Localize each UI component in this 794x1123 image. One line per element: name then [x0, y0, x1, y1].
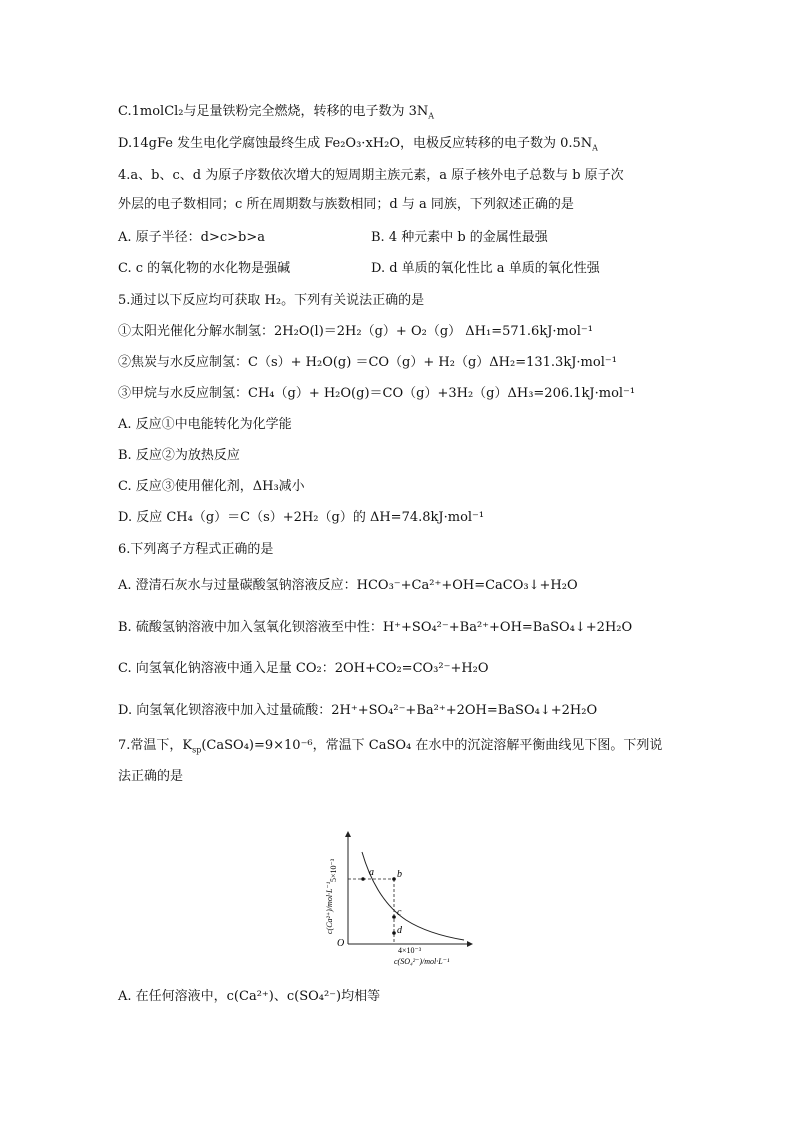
- q6-option-a: A. 澄清石灰水与过量碳酸氢钠溶液反应：HCO₃⁻+Ca²⁺+OH=CaCO₃↓+H₂O: [118, 578, 578, 593]
- q5-reaction-2: ②焦炭与水反应制氢：C（s）+ H₂O(g) ＝CO（g）+ H₂（g）ΔH₂=131.3kJ·mol⁻¹: [118, 355, 617, 370]
- q3-option-c-sub: A: [428, 111, 435, 121]
- q3-option-d-text: D.14gFe 发生电化学腐蚀最终生成 Fe₂O₃·xH₂O，电极反应转移的电子数为 0.5N: [118, 136, 593, 151]
- origin-label: O: [337, 938, 345, 949]
- q7-stem-ksp-sub: sp: [192, 745, 202, 755]
- label-b: b: [397, 869, 402, 880]
- solubility-curve-graph: [318, 822, 478, 972]
- q7-stem-line1: [118, 737, 662, 755]
- q4-option-b: B. 4 种元素中 b 的金属性最强: [371, 230, 548, 245]
- q7-stem-ksp: 7.常温下，K: [118, 738, 193, 753]
- q7-stem-rest: (CaSO₄)=9×10⁻⁶，常温下 CaSO₄ 在水中的沉淀溶解平衡曲线见下图。下列说: [201, 738, 663, 753]
- q4-option-a: A. 原子半径：d>c>b>a: [118, 230, 266, 245]
- q5-option-b: B. 反应②为放热反应: [118, 448, 240, 463]
- q7-stem-line2: 法正确的是: [118, 769, 184, 784]
- label-c: c: [397, 907, 402, 918]
- point-d: [392, 931, 396, 935]
- point-a: [361, 877, 365, 881]
- point-b: [392, 877, 396, 881]
- q6-option-d: D. 向氢氧化钡溶液中加入过量硫酸：2H⁺+SO₄²⁻+Ba²⁺+2OH=BaSO₄↓+2H₂O: [118, 703, 598, 718]
- q6-option-c: C. 向氢氧化钠溶液中通入足量 CO₂：2OH+CO₂=CO₃²⁻+H₂O: [118, 661, 489, 676]
- q4-stem-line2: 外层的电子数相同；c 所在周期数与族数相同；d 与 a 同族，下列叙述正确的是: [118, 197, 574, 212]
- q3-option-c-text: C.1molCl₂与足量铁粉完全燃烧，转移的电子数为 3N: [118, 104, 429, 119]
- x-tick-label: 4×10⁻³: [398, 946, 422, 955]
- q5-reaction-1: ①太阳光催化分解水制氢：2H₂O(l)＝2H₂（g）+ O₂（g） ΔH₁=571.6kJ·mol⁻¹: [118, 324, 593, 339]
- q4-option-c: C. c 的氧化物的水化物是强碱: [118, 261, 291, 276]
- q3-option-d-sub: A: [592, 143, 598, 153]
- x-axis-label: c(SO₄²⁻)/mol·L⁻¹: [394, 957, 450, 966]
- q5-option-c: C. 反应③使用催化剂，ΔH₃减小: [118, 479, 305, 494]
- q4-stem-line1: 4.a、b、c、d 为原子序数依次增大的短周期主族元素，a 原子核外电子总数与 b 原子次: [118, 168, 624, 183]
- q4-option-d: D. d 单质的氧化性比 a 单质的氧化性强: [371, 261, 600, 276]
- q5-reaction-3: ③甲烷与水反应制氢：CH₄（g）+ H₂O(g)＝CO（g）+3H₂（g）ΔH₃=206.1kJ·mol⁻¹: [118, 386, 636, 401]
- y-axis-label: c(Ca²⁺)/mol·L⁻¹: [325, 881, 334, 934]
- q5-option-d: D. 反应 CH₄（g）＝C（s）+2H₂（g）的 ΔH=74.8kJ·mol⁻¹: [118, 510, 485, 525]
- equilibrium-curve: [362, 852, 464, 940]
- point-c: [392, 915, 396, 919]
- label-d: d: [397, 925, 402, 936]
- q5-option-a: A. 反应①中电能转化为化学能: [118, 417, 292, 432]
- q7-option-a: A. 在任何溶液中，c(Ca²⁺)、c(SO₄²⁻)均相等: [118, 989, 381, 1004]
- q6-stem: 6.下列离子方程式正确的是: [118, 542, 274, 557]
- line-q3-option-c: [118, 103, 434, 121]
- label-a: a: [369, 867, 374, 878]
- y-tick-label: 5×10⁻³: [329, 858, 338, 882]
- q5-stem: 5.通过以下反应均可获取 H₂。下列有关说法正确的是: [118, 293, 425, 308]
- q6-option-b: B. 硫酸氢钠溶液中加入氢氧化钡溶液至中性：H⁺+SO₄²⁻+Ba²⁺+OH=BaSO₄↓+2H₂O: [118, 620, 633, 635]
- line-q3-option-d: [118, 135, 598, 153]
